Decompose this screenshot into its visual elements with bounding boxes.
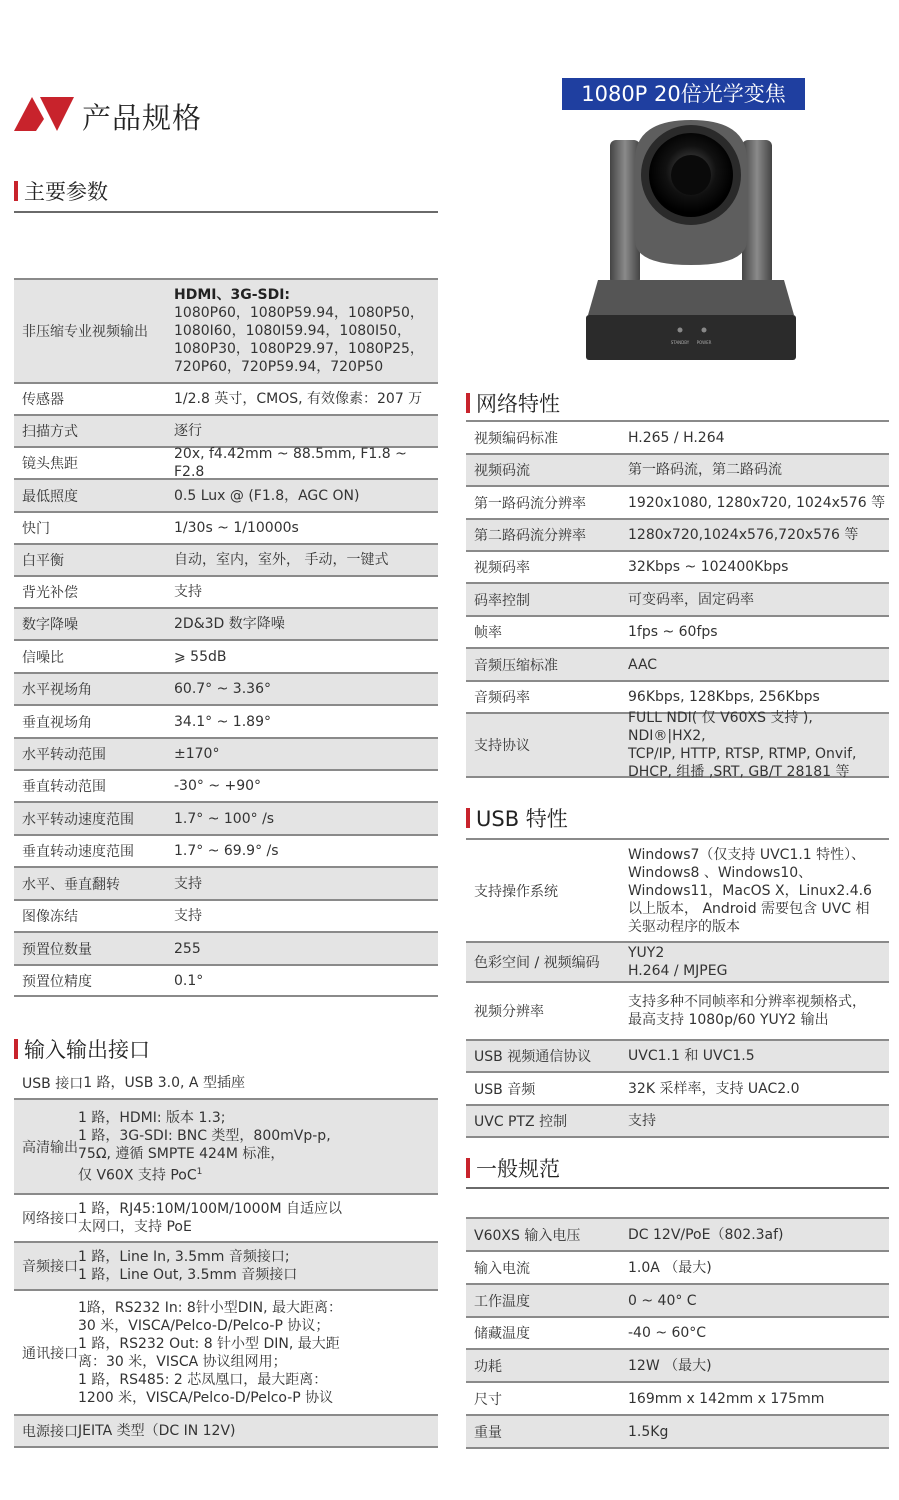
spec-value	[174, 777, 436, 795]
spec-value	[628, 993, 866, 1029]
spec-row	[466, 649, 889, 682]
spec-value	[628, 656, 657, 674]
spec-value	[628, 1112, 656, 1130]
spec-row	[466, 1383, 889, 1416]
spec-key: UVC PTZ 控制	[474, 1114, 568, 1130]
spec-value-line: 1 路，RJ45:10M/100M/1000M 自适应以	[78, 1201, 343, 1217]
spec-row	[14, 577, 438, 609]
spec-row	[466, 520, 889, 552]
spec-value-line: 1路，RS232 In: 8针小型DIN, 最大距离：	[78, 1299, 343, 1316]
spec-value	[83, 1074, 245, 1092]
section-bar-icon	[466, 1158, 470, 1178]
spec-row	[14, 739, 438, 771]
spec-value-line: 最高支持 1080p/60 YUY2 输出	[628, 1012, 829, 1028]
spec-value-text: AAC	[628, 656, 658, 673]
footnote-marker: 1	[196, 1166, 203, 1177]
spec-row	[466, 840, 889, 943]
spec-value-line: 太网口，支持 PoE	[78, 1219, 192, 1235]
spec-row	[466, 1219, 889, 1252]
spec-value	[174, 390, 436, 408]
spec-value-text: 32Kbps ~ 102400Kbps	[628, 559, 789, 575]
section-divider	[466, 1187, 889, 1189]
spec-value-line: 以上版本， Android 需要包含 UVC 相	[628, 900, 870, 917]
spec-value-text: 255	[174, 940, 201, 957]
usb-params-table	[466, 838, 889, 1138]
spec-value	[628, 1259, 712, 1277]
spec-value-text: ⩾ 55dB	[174, 648, 227, 665]
section-title-network-text: 网络特性	[476, 392, 560, 416]
spec-row	[14, 1243, 438, 1291]
spec-value	[628, 688, 820, 706]
spec-value	[174, 713, 436, 731]
spec-value-text: 1/30s ~ 1/10000s	[174, 520, 299, 536]
spec-value	[628, 494, 885, 512]
spec-value-text: -30° ~ +90°	[174, 778, 262, 794]
spec-row	[14, 513, 438, 545]
spec-row	[14, 836, 438, 868]
ptz-camera-image	[580, 120, 802, 370]
spec-value-line: 1 路，RS232 Out: 8 针小型 DIN, 最大距	[78, 1335, 340, 1352]
spec-value	[628, 1226, 784, 1244]
spec-key: 码率控制	[474, 592, 530, 609]
spec-value-text: 20x, f4.42mm ~ 88.5mm, F1.8 ~ F2.8	[174, 446, 407, 480]
spec-value-line: DHCP, 组播 ,SRT, GB/T 28181 等	[628, 764, 850, 780]
spec-row	[14, 966, 438, 997]
spec-value	[174, 422, 436, 440]
spec-value-text: 1.7° ~ 100° /s	[174, 810, 275, 827]
spec-row	[466, 943, 889, 983]
spec-value	[174, 286, 436, 376]
spec-value-line: 仅 V60X 支持 PoC$^1$	[78, 1166, 203, 1184]
spec-value-text: 逐行	[174, 423, 202, 439]
spec-row	[14, 803, 438, 836]
spec-value	[78, 1200, 342, 1236]
spec-row	[14, 1195, 438, 1243]
spec-key: 水平转动速度范围	[22, 811, 134, 828]
section-title-io	[14, 1034, 150, 1064]
spec-value-text: 0.1°	[174, 972, 204, 989]
spec-row	[466, 617, 889, 649]
spec-key: 扫描方式	[22, 424, 78, 440]
spec-value-text: 1280x720,1024x576,720x576 等	[628, 527, 859, 543]
spec-value-line: YUY2	[628, 945, 665, 961]
spec-key: 视频分辨率	[474, 1004, 544, 1020]
spec-key: USB 视频通信协议	[474, 1049, 592, 1065]
spec-key: 音频码率	[474, 690, 530, 706]
spec-value	[628, 846, 872, 936]
section-title-general	[466, 1153, 560, 1183]
spec-row	[466, 1285, 889, 1318]
spec-value-line: Windows7（仅支持 UVC1.1 特性）、	[628, 846, 866, 863]
spec-value	[174, 940, 436, 958]
spec-key: 尺寸	[474, 1391, 502, 1408]
spec-key: 背光补偿	[22, 585, 78, 601]
spec-value-text: 1 路，USB 3.0, A 型插座	[83, 1074, 245, 1091]
section-title-io-text: 输入输出接口	[24, 1038, 150, 1062]
spec-row	[466, 1252, 889, 1285]
page-title: 产品规格	[82, 101, 203, 135]
spec-row	[14, 933, 438, 966]
section-title-usb	[466, 803, 568, 833]
spec-value-line: TCP/IP, HTTP, RTSP, RTMP, Onvif,	[628, 746, 857, 762]
spec-value-text: 1920x1080, 1280x720, 1024x576 等	[628, 494, 886, 511]
spec-key: 最低照度	[22, 488, 78, 505]
spec-row	[14, 280, 438, 384]
spec-key: 传感器	[22, 392, 64, 408]
section-title-network	[466, 388, 560, 418]
spec-value-line: 75Ω, 遵循 SMPTE 424M 标准，	[78, 1145, 285, 1162]
spec-row	[466, 710, 889, 780]
spec-value-line: Windows11，MacOS X，Linux2.4.6	[628, 882, 872, 899]
spec-value	[628, 1324, 706, 1342]
spec-key: 网络接口	[22, 1211, 78, 1227]
spec-value-line: 1 路，HDMI: 版本 1.3;	[78, 1109, 226, 1126]
spec-value-text: 支持	[628, 1113, 656, 1129]
spec-value	[174, 615, 436, 633]
spec-key: 重量	[474, 1424, 502, 1441]
spec-key: 通讯接口	[22, 1345, 78, 1362]
spec-key: 图像冻结	[22, 909, 78, 925]
spec-row	[14, 706, 438, 739]
spec-value	[628, 1080, 800, 1098]
spec-row	[466, 1350, 889, 1383]
spec-value-text: ±170°	[174, 746, 220, 762]
spec-row	[14, 771, 438, 803]
spec-row	[466, 1106, 889, 1138]
section-bar-icon	[14, 1039, 18, 1059]
spec-value-text: 第一路码流，第二路码流	[628, 462, 782, 478]
spec-value-heading: HDMI、3G-SDI:	[174, 287, 291, 303]
section-title-main-text: 主要参数	[24, 180, 108, 204]
main-params-table	[14, 278, 438, 997]
spec-row	[466, 584, 889, 617]
section-title-usb-text: USB 特性	[476, 807, 568, 831]
spec-key: 预置位精度	[22, 973, 92, 990]
spec-key: 垂直转动速度范围	[22, 844, 134, 860]
spec-value	[174, 680, 436, 698]
spec-value-text: 1.7° ~ 69.9° /s	[174, 843, 279, 859]
spec-value	[78, 1422, 236, 1440]
spec-value-line: 支持多种不同帧率和分辨率视频格式，	[628, 994, 866, 1010]
spec-value-line: Windows8 、Windows10、	[628, 864, 813, 881]
spec-row	[14, 609, 438, 641]
spec-row	[14, 1100, 438, 1195]
spec-key: 预置位数量	[22, 941, 92, 958]
spec-row	[466, 1041, 889, 1073]
spec-value	[174, 875, 436, 893]
spec-value-text: 自动，室内，室外， 手动，一键式	[174, 552, 389, 568]
spec-key: USB 接口	[22, 1075, 84, 1092]
spec-value-text: 1080P60，1080P59.94，1080P50，1080I60，1080I59.94，1080I50，1080P30，1080P29.97，1080P25，720P60，720P59.94，720P50	[174, 305, 424, 375]
spec-value-text: 12W （最大)	[628, 1357, 712, 1374]
spec-key: 高清输出	[22, 1139, 78, 1156]
spec-row	[466, 455, 889, 487]
spec-key: USB 音频	[474, 1081, 536, 1098]
spec-key: 视频码流	[474, 463, 530, 479]
spec-row	[466, 1318, 889, 1350]
spec-value	[174, 648, 436, 666]
spec-value-text: 0 ~ 40° C	[628, 1292, 697, 1309]
spec-value	[174, 907, 436, 925]
spec-key: 支持协议	[474, 738, 530, 754]
spec-value-line: H.264 / MJPEG	[628, 963, 728, 979]
spec-value	[628, 558, 788, 576]
section-divider	[14, 211, 438, 213]
spec-value-text: 0.5 Lux @ (F1.8，AGC ON)	[174, 487, 360, 504]
spec-value-line: 1 路，Line Out, 3.5mm 音频接口	[78, 1267, 298, 1283]
spec-value	[628, 1423, 668, 1441]
spec-key: V60XS 输入电压	[474, 1227, 581, 1244]
section-bar-icon	[14, 181, 18, 201]
spec-value	[174, 445, 436, 481]
spec-key: 水平转动范围	[22, 747, 106, 763]
section-title-main	[14, 176, 108, 206]
spec-value	[628, 623, 718, 641]
spec-value-text: 32K 采样率，支持 UAC2.0	[628, 1080, 800, 1097]
spec-key: 储藏温度	[474, 1326, 530, 1342]
spec-value-line: 30 米，VISCA/Pelco-D/Pelco-P 协议；	[78, 1317, 330, 1334]
spec-row	[14, 384, 438, 416]
network-params-table	[466, 420, 889, 778]
camera-label-standby: STANDBY	[670, 340, 690, 345]
spec-value-text: 1.5Kg	[628, 1423, 669, 1440]
spec-row	[14, 448, 438, 480]
general-params-table	[466, 1217, 889, 1449]
spec-value-text: -40 ~ 60°C	[628, 1325, 707, 1341]
spec-row	[466, 1416, 889, 1449]
spec-key: 音频接口	[22, 1259, 78, 1275]
spec-key: 非压缩专业视频输出	[22, 324, 148, 340]
section-title-general-text: 一般规范	[476, 1157, 560, 1181]
section-bar-icon	[466, 808, 470, 828]
spec-key: 电源接口	[22, 1424, 78, 1440]
spec-value	[174, 810, 436, 828]
spec-value	[628, 1390, 824, 1408]
spec-key: 白平衡	[22, 553, 64, 569]
spec-value	[174, 519, 436, 537]
spec-key: 水平、垂直翻转	[22, 876, 120, 893]
spec-row	[466, 983, 889, 1041]
spec-value-text: 2D&3D 数字降噪	[174, 616, 285, 632]
spec-key: 工作温度	[474, 1293, 530, 1310]
spec-value-text: 169mm x 142mm x 175mm	[628, 1390, 825, 1407]
spec-value	[174, 487, 436, 505]
spec-key: 色彩空间 / 视频编码	[474, 955, 600, 971]
spec-value	[174, 745, 436, 763]
spec-value	[174, 551, 436, 569]
spec-row	[14, 641, 438, 674]
spec-value	[628, 1292, 697, 1310]
spec-value-text: 支持	[174, 908, 202, 924]
spec-row	[466, 422, 889, 455]
spec-key: 视频编码标准	[474, 430, 558, 447]
spec-value-line: FULL NDI( 仅 V60XS 支持 ), NDI®|HX2,	[628, 710, 813, 744]
spec-value	[628, 429, 725, 447]
spec-row	[14, 674, 438, 706]
spec-value-text: 1fps ~ 60fps	[628, 624, 718, 640]
spec-value-text: 96Kbps, 128Kbps, 256Kbps	[628, 689, 820, 705]
spec-value	[174, 842, 436, 860]
spec-value-text: 支持	[174, 875, 202, 892]
spec-value	[78, 1299, 342, 1407]
spec-row	[14, 1291, 438, 1416]
spec-value-text: 1/2.8 英寸，CMOS, 有效像素：207 万	[174, 391, 423, 407]
spec-value-text: 60.7° ~ 3.36°	[174, 681, 271, 697]
spec-value-line: 关驱动程序的版本	[628, 918, 740, 935]
spec-row	[14, 416, 438, 448]
spec-key: 功耗	[474, 1358, 502, 1375]
section-bar-icon	[466, 393, 470, 413]
spec-key: 第二路码流分辨率	[474, 528, 586, 544]
spec-key: 镜头焦距	[22, 456, 78, 472]
spec-value	[78, 1248, 297, 1284]
spec-key: 支持操作系统	[474, 883, 558, 900]
spec-value-line: 1 路，3G-SDI: BNC 类型，800mVp-p,	[78, 1127, 331, 1144]
spec-row	[14, 545, 438, 577]
spec-row	[466, 487, 889, 520]
spec-value-text: 可变码率，固定码率	[628, 591, 754, 608]
spec-row	[14, 868, 438, 901]
spec-row	[466, 1073, 889, 1106]
product-badge: 1080P 20倍光学变焦	[562, 78, 805, 110]
spec-value	[628, 709, 889, 781]
spec-key: 垂直视场角	[22, 714, 92, 731]
spec-row	[14, 1067, 438, 1100]
spec-value	[174, 972, 436, 990]
spec-value	[174, 583, 436, 601]
spec-row	[14, 1416, 438, 1448]
camera-label-power: POWER	[696, 340, 712, 345]
spec-value-text: DC 12V/PoE（802.3af)	[628, 1226, 784, 1243]
spec-key: 水平视场角	[22, 682, 92, 698]
io-params-table	[14, 1067, 438, 1448]
spec-key: 输入电流	[474, 1260, 530, 1277]
brand-logo-icon	[14, 97, 74, 131]
spec-value-line: 离：30 米，VISCA 协议组网用；	[78, 1353, 287, 1370]
spec-value-text: 34.1° ~ 1.89°	[174, 713, 271, 730]
spec-key: 音频压缩标准	[474, 657, 558, 674]
spec-row	[466, 552, 889, 584]
spec-key: 数字降噪	[22, 617, 78, 633]
spec-value-text: H.265 / H.264	[628, 429, 725, 446]
spec-value-text: UVC1.1 和 UVC1.5	[628, 1048, 755, 1064]
spec-value-line: 1 路，RS485: 2 芯凤凰口，最大距离：	[78, 1371, 328, 1388]
spec-value-text: 支持	[174, 584, 202, 600]
spec-key: 快门	[22, 521, 50, 537]
spec-key: 垂直转动范围	[22, 779, 106, 795]
spec-row	[14, 480, 438, 513]
spec-value	[628, 944, 727, 980]
spec-value	[628, 526, 858, 544]
spec-value-line: 1200 米，VISCA/Pelco-D/Pelco-P 协议	[78, 1389, 334, 1406]
spec-key: 帧率	[474, 625, 502, 641]
spec-value-line: 1 路，Line In, 3.5mm 音频接口;	[78, 1249, 290, 1265]
spec-key: 信噪比	[22, 649, 64, 666]
spec-value	[628, 591, 754, 609]
spec-key: 第一路码流分辨率	[474, 495, 586, 512]
spec-key: 视频码率	[474, 560, 530, 576]
spec-value	[628, 1047, 755, 1065]
spec-value-text: JEITA 类型（DC IN 12V)	[78, 1423, 236, 1439]
spec-row	[14, 901, 438, 933]
spec-value	[78, 1109, 331, 1185]
spec-value	[628, 1357, 712, 1375]
spec-value-text: 1.0A （最大)	[628, 1259, 712, 1276]
spec-value	[628, 461, 782, 479]
